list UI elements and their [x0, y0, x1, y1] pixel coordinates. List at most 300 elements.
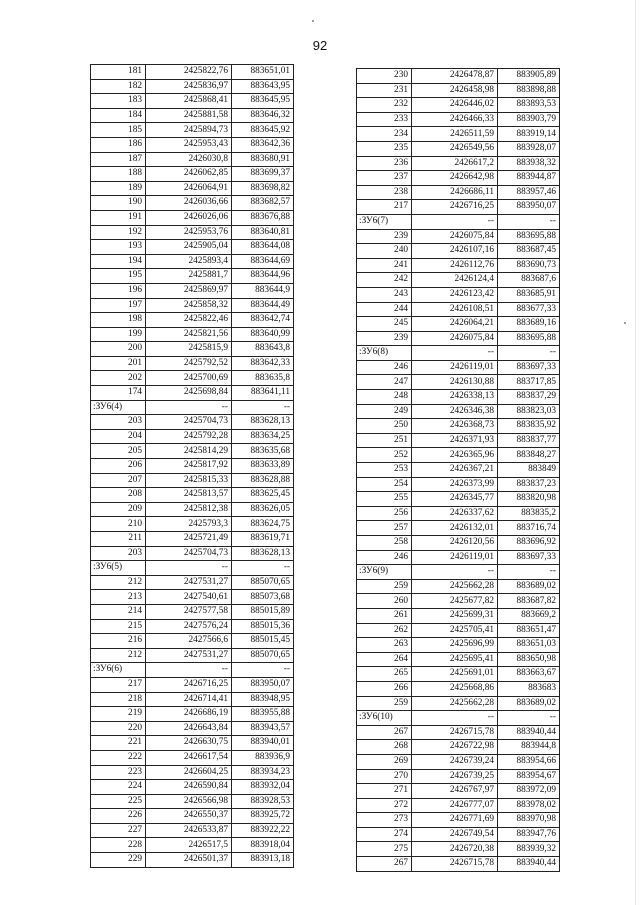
- y-coordinate-cell: 883938,32: [498, 156, 560, 171]
- x-coordinate-cell: 2425881,7: [146, 269, 232, 284]
- y-coordinate-cell: 883643,95: [232, 79, 294, 94]
- y-coordinate-cell: 883954,66: [498, 754, 560, 769]
- point-number-cell: 260: [357, 594, 412, 609]
- point-number-cell: 232: [357, 98, 412, 113]
- section-separator-row: [91, 400, 294, 415]
- x-coordinate-cell: --: [146, 561, 232, 576]
- point-number-cell: :ЗУ6(10): [357, 711, 412, 726]
- table-row: [357, 652, 560, 667]
- x-coordinate-cell: 2427531,27: [146, 575, 232, 590]
- x-coordinate-cell: 2427566,6: [146, 634, 232, 649]
- point-number-cell: 257: [357, 521, 412, 536]
- point-number-cell: 231: [357, 83, 412, 98]
- point-number-cell: 191: [91, 210, 146, 225]
- point-number-cell: 265: [357, 667, 412, 682]
- x-coordinate-cell: 2426026,06: [146, 210, 232, 225]
- y-coordinate-cell: 883944,87: [498, 171, 560, 186]
- x-coordinate-cell: 2425817,92: [146, 459, 232, 474]
- y-coordinate-cell: 883940,01: [232, 736, 294, 751]
- point-number-cell: 220: [91, 721, 146, 736]
- y-coordinate-cell: 883644,96: [232, 269, 294, 284]
- table-row: [91, 619, 294, 634]
- x-coordinate-cell: 2426716,25: [146, 677, 232, 692]
- y-coordinate-cell: 883932,04: [232, 780, 294, 795]
- scan-speck: [624, 322, 626, 324]
- table-row: [91, 65, 294, 80]
- point-number-cell: 247: [357, 375, 412, 390]
- y-coordinate-cell: 883628,13: [232, 546, 294, 561]
- y-coordinate-cell: 883950,07: [232, 677, 294, 692]
- point-number-cell: :ЗУ6(6): [91, 663, 146, 678]
- table-row: [357, 550, 560, 565]
- point-number-cell: 199: [91, 327, 146, 342]
- table-row: [357, 696, 560, 711]
- table-row: [357, 433, 560, 448]
- x-coordinate-cell: 2426777,07: [412, 798, 498, 813]
- table-row: [357, 419, 560, 434]
- y-coordinate-cell: 883689,02: [498, 696, 560, 711]
- y-coordinate-cell: 883820,98: [498, 492, 560, 507]
- point-number-cell: 208: [91, 488, 146, 503]
- x-coordinate-cell: 2425836,97: [146, 79, 232, 94]
- table-row: [91, 356, 294, 371]
- table-row: [357, 69, 560, 84]
- right-coordinates-table: [356, 68, 560, 872]
- point-number-cell: 187: [91, 152, 146, 167]
- y-coordinate-cell: 883650,98: [498, 652, 560, 667]
- point-number-cell: 267: [357, 725, 412, 740]
- point-number-cell: 272: [357, 798, 412, 813]
- y-coordinate-cell: 883940,44: [498, 725, 560, 740]
- x-coordinate-cell: 2425822,76: [146, 65, 232, 80]
- table-row: [91, 108, 294, 123]
- y-coordinate-cell: 883645,92: [232, 123, 294, 138]
- table-row: [91, 283, 294, 298]
- x-coordinate-cell: 2425815,9: [146, 342, 232, 357]
- x-coordinate-cell: 2425822,46: [146, 313, 232, 328]
- y-coordinate-cell: 883696,92: [498, 536, 560, 551]
- point-number-cell: 261: [357, 608, 412, 623]
- y-coordinate-cell: 885073,68: [232, 590, 294, 605]
- y-coordinate-cell: 883716,74: [498, 521, 560, 536]
- section-separator-row: [357, 565, 560, 580]
- point-number-cell: 212: [91, 648, 146, 663]
- y-coordinate-cell: 883837,23: [498, 477, 560, 492]
- x-coordinate-cell: --: [412, 346, 498, 361]
- x-coordinate-cell: 2426617,2: [412, 156, 498, 171]
- y-coordinate-cell: 883717,85: [498, 375, 560, 390]
- x-coordinate-cell: 2426511,59: [412, 127, 498, 142]
- x-coordinate-cell: 2425905,04: [146, 240, 232, 255]
- y-coordinate-cell: 883644,08: [232, 240, 294, 255]
- x-coordinate-cell: 2426720,38: [412, 842, 498, 857]
- table-row: [91, 502, 294, 517]
- x-coordinate-cell: 2426346,38: [412, 404, 498, 419]
- section-separator-row: [91, 663, 294, 678]
- table-row: [91, 794, 294, 809]
- y-coordinate-cell: --: [498, 711, 560, 726]
- y-coordinate-cell: 883905,89: [498, 69, 560, 84]
- y-coordinate-cell: 883683: [498, 681, 560, 696]
- point-number-cell: 268: [357, 740, 412, 755]
- table-row: [91, 575, 294, 590]
- x-coordinate-cell: 2426371,93: [412, 433, 498, 448]
- y-coordinate-cell: 883619,71: [232, 532, 294, 547]
- table-row: [91, 429, 294, 444]
- x-coordinate-cell: 2425721,49: [146, 532, 232, 547]
- y-coordinate-cell: 883978,02: [498, 798, 560, 813]
- point-number-cell: 197: [91, 298, 146, 313]
- point-number-cell: 216: [91, 634, 146, 649]
- point-number-cell: 258: [357, 536, 412, 551]
- table-row: [91, 137, 294, 152]
- x-coordinate-cell: --: [412, 711, 498, 726]
- table-row: [357, 244, 560, 259]
- table-row: [357, 594, 560, 609]
- table-row: [357, 185, 560, 200]
- x-coordinate-cell: 2425699,31: [412, 608, 498, 623]
- point-number-cell: 273: [357, 813, 412, 828]
- x-coordinate-cell: 2425858,32: [146, 298, 232, 313]
- point-number-cell: 201: [91, 356, 146, 371]
- x-coordinate-cell: 2425698,84: [146, 386, 232, 401]
- x-coordinate-cell: 2425677,82: [412, 594, 498, 609]
- point-number-cell: 217: [91, 677, 146, 692]
- x-coordinate-cell: 2426590,84: [146, 780, 232, 795]
- x-coordinate-cell: 2426686,19: [146, 707, 232, 722]
- point-number-cell: 202: [91, 371, 146, 386]
- table-row: [357, 360, 560, 375]
- x-coordinate-cell: 2426108,51: [412, 302, 498, 317]
- point-number-cell: 212: [91, 575, 146, 590]
- point-number-cell: 267: [357, 857, 412, 872]
- point-number-cell: 196: [91, 283, 146, 298]
- table-row: [91, 765, 294, 780]
- point-number-cell: 236: [357, 156, 412, 171]
- x-coordinate-cell: 2426604,25: [146, 765, 232, 780]
- x-coordinate-cell: 2426062,85: [146, 167, 232, 182]
- y-coordinate-cell: 883697,33: [498, 550, 560, 565]
- table-row: [357, 784, 560, 799]
- table-row: [91, 546, 294, 561]
- y-coordinate-cell: 883948,95: [232, 692, 294, 707]
- x-coordinate-cell: 2426119,01: [412, 550, 498, 565]
- table-row: [357, 463, 560, 478]
- point-number-cell: :ЗУ6(9): [357, 565, 412, 580]
- table-row: [357, 375, 560, 390]
- table-row: [357, 477, 560, 492]
- table-row: [91, 94, 294, 109]
- point-number-cell: 246: [357, 360, 412, 375]
- point-number-cell: 244: [357, 302, 412, 317]
- y-coordinate-cell: 883695,88: [498, 229, 560, 244]
- y-coordinate-cell: 883849: [498, 463, 560, 478]
- point-number-cell: 228: [91, 838, 146, 853]
- page-number: 92: [312, 38, 328, 53]
- x-coordinate-cell: 2426549,56: [412, 141, 498, 156]
- point-number-cell: 239: [357, 229, 412, 244]
- y-coordinate-cell: 883835,92: [498, 419, 560, 434]
- point-number-cell: 206: [91, 459, 146, 474]
- x-coordinate-cell: 2426036,66: [146, 196, 232, 211]
- y-coordinate-cell: 883680,91: [232, 152, 294, 167]
- point-number-cell: 245: [357, 317, 412, 332]
- x-coordinate-cell: 2426112,76: [412, 258, 498, 273]
- x-coordinate-cell: 2425821,56: [146, 327, 232, 342]
- point-number-cell: 241: [357, 258, 412, 273]
- y-coordinate-cell: 883689,16: [498, 317, 560, 332]
- x-coordinate-cell: 2425814,29: [146, 444, 232, 459]
- point-number-cell: 221: [91, 736, 146, 751]
- table-row: [91, 254, 294, 269]
- table-row: [357, 521, 560, 536]
- section-separator-row: [357, 711, 560, 726]
- y-coordinate-cell: 883957,46: [498, 185, 560, 200]
- point-number-cell: 274: [357, 827, 412, 842]
- table-row: [357, 273, 560, 288]
- x-coordinate-cell: --: [146, 400, 232, 415]
- y-coordinate-cell: 883955,88: [232, 707, 294, 722]
- table-row: [91, 240, 294, 255]
- table-row: [91, 152, 294, 167]
- table-row: [91, 780, 294, 795]
- x-coordinate-cell: 2425662,28: [412, 579, 498, 594]
- x-coordinate-cell: 2425700,69: [146, 371, 232, 386]
- x-coordinate-cell: 2426120,56: [412, 536, 498, 551]
- point-number-cell: 269: [357, 754, 412, 769]
- y-coordinate-cell: 883626,05: [232, 502, 294, 517]
- table-row: [91, 386, 294, 401]
- y-coordinate-cell: 883644,9: [232, 283, 294, 298]
- table-row: [357, 623, 560, 638]
- x-coordinate-cell: --: [412, 565, 498, 580]
- point-number-cell: 198: [91, 313, 146, 328]
- table-row: [91, 677, 294, 692]
- table-row: [91, 809, 294, 824]
- point-number-cell: 238: [357, 185, 412, 200]
- point-number-cell: :ЗУ6(5): [91, 561, 146, 576]
- table-row: [357, 740, 560, 755]
- point-number-cell: 190: [91, 196, 146, 211]
- y-coordinate-cell: --: [498, 565, 560, 580]
- y-coordinate-cell: 883687,45: [498, 244, 560, 259]
- point-number-cell: 209: [91, 502, 146, 517]
- y-coordinate-cell: 883643,8: [232, 342, 294, 357]
- x-coordinate-cell: 2426373,99: [412, 477, 498, 492]
- point-number-cell: 251: [357, 433, 412, 448]
- table-row: [357, 827, 560, 842]
- table-row: [357, 141, 560, 156]
- x-coordinate-cell: 2426739,25: [412, 769, 498, 784]
- point-number-cell: 200: [91, 342, 146, 357]
- section-separator-row: [91, 561, 294, 576]
- table-row: [91, 736, 294, 751]
- point-number-cell: 239: [357, 331, 412, 346]
- y-coordinate-cell: 883682,57: [232, 196, 294, 211]
- table-row: [357, 317, 560, 332]
- y-coordinate-cell: 883677,33: [498, 302, 560, 317]
- point-number-cell: 205: [91, 444, 146, 459]
- y-coordinate-cell: 883651,03: [498, 638, 560, 653]
- x-coordinate-cell: 2425695,41: [412, 652, 498, 667]
- x-coordinate-cell: 2426458,98: [412, 83, 498, 98]
- point-number-cell: 255: [357, 492, 412, 507]
- y-coordinate-cell: 883919,14: [498, 127, 560, 142]
- y-coordinate-cell: 883940,44: [498, 857, 560, 872]
- point-number-cell: 240: [357, 244, 412, 259]
- y-coordinate-cell: 883628,13: [232, 415, 294, 430]
- x-coordinate-cell: 2426630,75: [146, 736, 232, 751]
- x-coordinate-cell: 2427577,58: [146, 604, 232, 619]
- x-coordinate-cell: 2426642,98: [412, 171, 498, 186]
- x-coordinate-cell: 2425668,86: [412, 681, 498, 696]
- point-number-cell: 243: [357, 287, 412, 302]
- table-row: [91, 604, 294, 619]
- x-coordinate-cell: 2425869,97: [146, 283, 232, 298]
- x-coordinate-cell: 2425696,99: [412, 638, 498, 653]
- table-row: [357, 200, 560, 215]
- x-coordinate-cell: 2426337,62: [412, 506, 498, 521]
- point-number-cell: 218: [91, 692, 146, 707]
- x-coordinate-cell: 2426338,13: [412, 390, 498, 405]
- x-coordinate-cell: 2426771,69: [412, 813, 498, 828]
- x-coordinate-cell: 2425662,28: [412, 696, 498, 711]
- x-coordinate-cell: 2426130,88: [412, 375, 498, 390]
- y-coordinate-cell: 883651,01: [232, 65, 294, 80]
- y-coordinate-cell: 883651,47: [498, 623, 560, 638]
- y-coordinate-cell: 883642,36: [232, 137, 294, 152]
- table-row: [91, 313, 294, 328]
- table-row: [91, 123, 294, 138]
- x-coordinate-cell: 2425691,01: [412, 667, 498, 682]
- x-coordinate-cell: 2426368,73: [412, 419, 498, 434]
- y-coordinate-cell: 883685,91: [498, 287, 560, 302]
- y-coordinate-cell: 883970,98: [498, 813, 560, 828]
- table-row: [357, 287, 560, 302]
- table-row: [357, 608, 560, 623]
- table-row: [357, 404, 560, 419]
- x-coordinate-cell: 2425704,73: [146, 546, 232, 561]
- table-row: [357, 725, 560, 740]
- y-coordinate-cell: 885015,36: [232, 619, 294, 634]
- x-coordinate-cell: 2425705,41: [412, 623, 498, 638]
- y-coordinate-cell: 883645,95: [232, 94, 294, 109]
- x-coordinate-cell: 2426716,25: [412, 200, 498, 215]
- point-number-cell: 174: [91, 386, 146, 401]
- y-coordinate-cell: 885015,45: [232, 634, 294, 649]
- table-row: [91, 444, 294, 459]
- table-row: [91, 590, 294, 605]
- point-number-cell: 250: [357, 419, 412, 434]
- y-coordinate-cell: 883893,53: [498, 98, 560, 113]
- y-coordinate-cell: 883690,73: [498, 258, 560, 273]
- x-coordinate-cell: 2425812,38: [146, 502, 232, 517]
- x-coordinate-cell: 2426715,78: [412, 725, 498, 740]
- x-coordinate-cell: 2426075,84: [412, 331, 498, 346]
- y-coordinate-cell: 883633,89: [232, 459, 294, 474]
- table-row: [91, 517, 294, 532]
- y-coordinate-cell: 883925,72: [232, 809, 294, 824]
- point-number-cell: 271: [357, 784, 412, 799]
- table-row: [91, 459, 294, 474]
- table-row: [91, 79, 294, 94]
- point-number-cell: 195: [91, 269, 146, 284]
- y-coordinate-cell: 883689,02: [498, 579, 560, 594]
- point-number-cell: 185: [91, 123, 146, 138]
- table-row: [91, 532, 294, 547]
- point-number-cell: 213: [91, 590, 146, 605]
- x-coordinate-cell: 2425868,41: [146, 94, 232, 109]
- point-number-cell: 266: [357, 681, 412, 696]
- y-coordinate-cell: 883641,11: [232, 386, 294, 401]
- y-coordinate-cell: 883835,2: [498, 506, 560, 521]
- x-coordinate-cell: 2426064,21: [412, 317, 498, 332]
- x-coordinate-cell: 2426749,54: [412, 827, 498, 842]
- table-row: [357, 331, 560, 346]
- x-coordinate-cell: 2425813,57: [146, 488, 232, 503]
- table-row: [91, 721, 294, 736]
- table-row: [91, 167, 294, 182]
- table-row: [91, 342, 294, 357]
- table-row: [91, 196, 294, 211]
- x-coordinate-cell: 2426722,98: [412, 740, 498, 755]
- y-coordinate-cell: 883697,33: [498, 360, 560, 375]
- point-number-cell: 210: [91, 517, 146, 532]
- y-coordinate-cell: 885070,65: [232, 575, 294, 590]
- x-coordinate-cell: 2426107,16: [412, 244, 498, 259]
- x-coordinate-cell: 2426119,01: [412, 360, 498, 375]
- table-row: [357, 813, 560, 828]
- x-coordinate-cell: 2426686,11: [412, 185, 498, 200]
- y-coordinate-cell: 883676,88: [232, 210, 294, 225]
- x-coordinate-cell: 2427576,24: [146, 619, 232, 634]
- y-coordinate-cell: 883687,6: [498, 273, 560, 288]
- y-coordinate-cell: 883922,22: [232, 823, 294, 838]
- x-coordinate-cell: 2425792,52: [146, 356, 232, 371]
- point-number-cell: 252: [357, 448, 412, 463]
- y-coordinate-cell: 883699,37: [232, 167, 294, 182]
- x-coordinate-cell: 2426446,02: [412, 98, 498, 113]
- point-number-cell: 235: [357, 141, 412, 156]
- y-coordinate-cell: 883903,79: [498, 112, 560, 127]
- y-coordinate-cell: --: [498, 214, 560, 229]
- scan-speck: [312, 20, 314, 22]
- x-coordinate-cell: 2426714,41: [146, 692, 232, 707]
- y-coordinate-cell: 883635,8: [232, 371, 294, 386]
- table-row: [357, 842, 560, 857]
- y-coordinate-cell: 883687,82: [498, 594, 560, 609]
- table-row: [357, 536, 560, 551]
- y-coordinate-cell: 883642,33: [232, 356, 294, 371]
- y-coordinate-cell: 883698,82: [232, 181, 294, 196]
- point-number-cell: 219: [91, 707, 146, 722]
- table-row: [91, 648, 294, 663]
- section-separator-row: [357, 346, 560, 361]
- y-coordinate-cell: --: [232, 400, 294, 415]
- y-coordinate-cell: 883646,32: [232, 108, 294, 123]
- table-row: [357, 638, 560, 653]
- table-row: [357, 754, 560, 769]
- y-coordinate-cell: 883934,23: [232, 765, 294, 780]
- table-row: [91, 181, 294, 196]
- table-row: [357, 667, 560, 682]
- x-coordinate-cell: 2425893,4: [146, 254, 232, 269]
- y-coordinate-cell: 883947,76: [498, 827, 560, 842]
- y-coordinate-cell: 883939,32: [498, 842, 560, 857]
- table-row: [357, 302, 560, 317]
- x-coordinate-cell: 2426466,33: [412, 112, 498, 127]
- y-coordinate-cell: 883944,8: [498, 740, 560, 755]
